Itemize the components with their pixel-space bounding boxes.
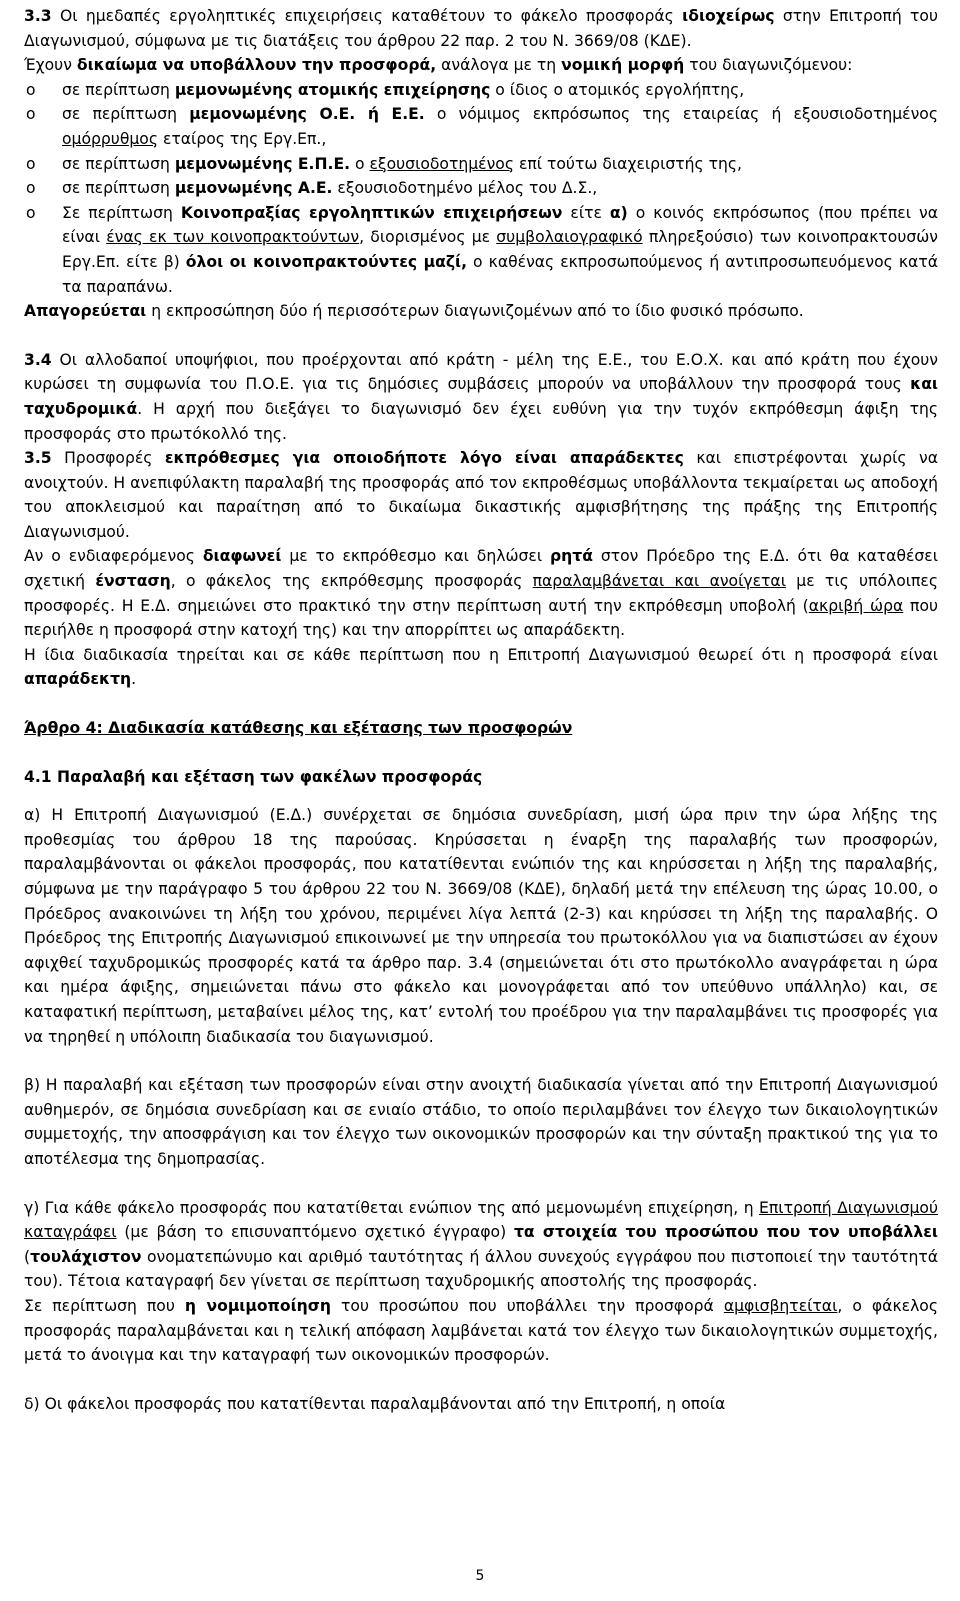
paragraph-d: δ) Οι φάκελοι προσφοράς που κατατίθενται παραλαμβάνονται από την Επιτροπή, η οποία <box>24 1394 726 1413</box>
section-number: 3.3 <box>24 7 52 25</box>
bullet-marker: o <box>26 179 36 198</box>
page-number: 5 <box>475 1568 485 1584</box>
list-item: o σε περίπτωση μεμονωμένης Ο.Ε. ή Ε.Ε. ο νόμιμος εκπρόσωπος της εταιρείας ή εξουσιοδοτημένος ομόρρυθμος εταίρος της Εργ.Επ., <box>24 102 938 151</box>
section-number: 3.4 <box>24 350 52 369</box>
spacer <box>24 1368 938 1392</box>
section-3-3-intro: 3.3 Οι ημεδαπές εργοληπτικές επιχειρήσεις καταθέτουν το φάκελο προσφοράς ιδιοχείρως στην Επιτροπή του Διαγωνισμού, σύμφωνα με τις διατάξεις του άρθρου 22 παρ. 2 του Ν. 3669/08 (ΚΔΕ). <box>24 7 938 50</box>
list-item: o Σε περίπτωση Κοινοπραξίας εργοληπτικών επιχειρήσεων είτε α) ο κοινός εκπρόσωπος (που πρέπει να είναι ένας εκ των κοινοπρακτούντων, διορισμένος με συμβολαιογραφικό πληρεξούσιο) των κοινοπρακτουσών Εργ.Επ. είτε β) όλοι οι κοινοπρακτούντες μαζί, ο καθένας εκπροσωπούμενος ή αντιπροσωπευόμενος κατά τα παραπάνω. <box>24 201 938 299</box>
spacer <box>24 741 938 765</box>
spacer <box>24 789 938 803</box>
section-4-1-heading: 4.1 Παραλαβή και εξέταση των φακέλων προσφοράς <box>24 767 483 786</box>
spacer <box>24 1172 938 1196</box>
paragraph-b: β) Η παραλαβή και εξέταση των προσφορών είναι στην ανοιχτή διαδικασία γίνεται από την Επιτροπή Διαγωνισμού αυθημερόν, σε δημόσια συνεδρίαση και σε ενιαίο στάδιο, το οποίο περιλαμβάνει τον έλεγχο των δικαιολογητικών συμμετοχής, την αποσφράγιση και τον έλεγχο των οικονομικών προσφορών και την σύνταξη πρακτικού της για το αποτέλεσμα της δημοπρασίας. <box>24 1076 938 1168</box>
bullet-marker: o <box>26 105 36 124</box>
prohibition-note: Απαγορεύεται η εκπροσώπηση δύο ή περισσότερων διαγωνιζομένων από το ίδιο φυσικό πρόσωπο. <box>24 302 804 321</box>
right-to-submit: Έχουν δικαίωμα να υποβάλλουν την προσφορά, ανάλογα με τη νομική μορφή του διαγωνιζόμενου: <box>24 56 853 75</box>
same-procedure-paragraph: Η ίδια διαδικασία τηρείται και σε κάθε περίπτωση που η Επιτροπή Διαγωνισμού θεωρεί ότι η προσφορά είναι απαράδεκτη. <box>24 645 938 689</box>
legitimacy-paragraph: Σε περίπτωση που η νομιμοποίηση του προσώπου που υποβάλλει την προσφορά αμφισβητείται, ο φάκελος προσφοράς παραλαμβάνεται και η τελική απόφαση λαμβάνεται κατά τον έλεγχο των δικαιολογητικών συμμετοχής, μετά το άνοιγμα και την καταγραφή των οικονομικών προσφορών. <box>24 1296 938 1365</box>
bullet-marker: o <box>26 203 36 222</box>
section-3-4: 3.4 Οι αλλοδαποί υποψήφιοι, που προέρχονται από κράτη - μέλη της Ε.Ε., του Ε.Ο.Χ. και από κράτη που έχουν κυρώσει τη συμφωνία του Π.Ο.Ε. για τις δημόσιες συμβάσεις μπορούν να υποβάλλουν την προσφορά τους και ταχυδρομικά. Η αρχή που διεξάγει το διαγωνισμό δεν έχει ευθύνη για την τυχόν εκπρόθεσμη άφιξη της προσφοράς στο πρωτόκολλό της. <box>24 350 938 443</box>
section-3-5: 3.5 Προσφορές εκπρόθεσμες για οποιοδήποτε λόγο είναι απαράδεκτες και επιστρέφονται χωρίς να ανοιχτούν. Η ανεπιφύλακτη παραλαβή της προσφοράς από τον εκπροθέσμως υποβάλλοντα τεκμαίρεται ως αποδοχή του αποκλεισμού και παραίτηση από το δικαίωμα δικαστικής αμφισβήτησης της πράξης της Επιτροπής Διαγωνισμού. <box>24 449 938 541</box>
paragraph-a: α) Η Επιτροπή Διαγωνισμού (Ε.Δ.) συνέρχεται σε δημόσια συνεδρίαση, μισή ώρα πριν την ώρα λήξης της προθεσμίας του άρθρου 18 της παρούσας. Κηρύσσεται η έναρξη της παραλαβής των προσφορών, παραλαμβάνονται οι φάκελοι προσφοράς, που κατατίθενται ενώπιόν της και κηρύσσεται η λήξη της παραλαβής, σύμφωνα με την παράγραφο 5 του άρθρου 22 του Ν. 3669/08 (ΚΔΕ), δηλαδή μετά την επέλευση της ώρας 10.00, ο Πρόεδρος ανακοινώνει τη λήξη του χρόνου, περιμένει λίγα λεπτά (2-3) και κηρύσσει τη λήξη της παραλαβής. Ο Πρόεδρος της Επιτροπής Διαγωνισμού επικοινωνεί με την υπηρεσία του πρωτοκόλλου για να διαπιστώσει αν έχουν αφιχθεί ταχυδρομικώς προσφορές κατά τα άρθρο παρ. 3.4 (σημειώνεται ότι στο πρωτόκολλο αναγράφεται η ώρα και ημέρα άφιξης, σημειώνεται πάνω στο φάκελο και μονογράφεται από τον υπεύθυνο υπάλληλο) και, σε καταφατική περίπτωση, μεταβαίνει μέλος της, κατ’ εντολή του προέδρου για την παραλαμβάνει τις προσφορές για να τηρηθεί η υπόλοιπη διαδικασία του διαγωνισμού. <box>24 806 938 1046</box>
objection-paragraph: Αν ο ενδιαφερόμενος διαφωνεί με το εκπρόθεσμο και δηλώσει ρητά στον Πρόεδρο της Ε.Δ. ότι θα καταθέσει σχετική ένσταση, ο φάκελος της εκπρόθεσμης προσφοράς παραλαμβάνεται και ανοίγεται με τις υπόλοιπες προσφορές. Η Ε.Δ. σημειώνει στο πρακτικό την στην περίπτωση αυτή την εκπρόθεσμη υποβολή (ακριβή ώρα που περιήλθε η προσφορά στην κατοχή της) και την απορρίπτει ως απαράδεκτη. <box>24 547 939 640</box>
list-item: o σε περίπτωση μεμονωμένης ατομικής επιχείρησης ο ίδιος ο ατομικός εργολήπτης, <box>24 78 938 103</box>
spacer <box>24 1049 938 1073</box>
bullet-marker: o <box>26 154 36 173</box>
bullet-marker: o <box>26 80 36 99</box>
article-4-heading: Άρθρο 4: Διαδικασία κατάθεσης και εξέτασης των προσφορών <box>24 719 573 738</box>
list-item: o σε περίπτωση μεμονωμένης Α.Ε. εξουσιοδοτημένο μέλος του Δ.Σ., <box>24 176 938 201</box>
paragraph-c: γ) Για κάθε φάκελο προσφοράς που κατατίθεται ενώπιον της από μεμονωμένη επιχείρηση, η Επιτροπή Διαγωνισμού καταγράφει (με βάση το επισυναπτόμενο σχετικό έγγραφο) τα στοιχεία του προσώπου που τον υποβάλλει (τουλάχιστον ονοματεπώνυμο και αριθμό ταυτότητας ή άλλου συνεχούς εγγράφου που πιστοποιεί την ταυτότητά του). Τέτοια καταγραφή δεν γίνεται σε περίπτωση ταχυδρομικής αποστολής της προσφοράς. <box>24 1198 938 1291</box>
spacer <box>24 692 938 716</box>
spacer <box>24 324 938 348</box>
section-number: 3.5 <box>24 449 52 468</box>
list-item: o σε περίπτωση μεμονωμένης Ε.Π.Ε. ο εξουσιοδοτημένος επί τούτω διαχειριστής της, <box>24 152 938 177</box>
